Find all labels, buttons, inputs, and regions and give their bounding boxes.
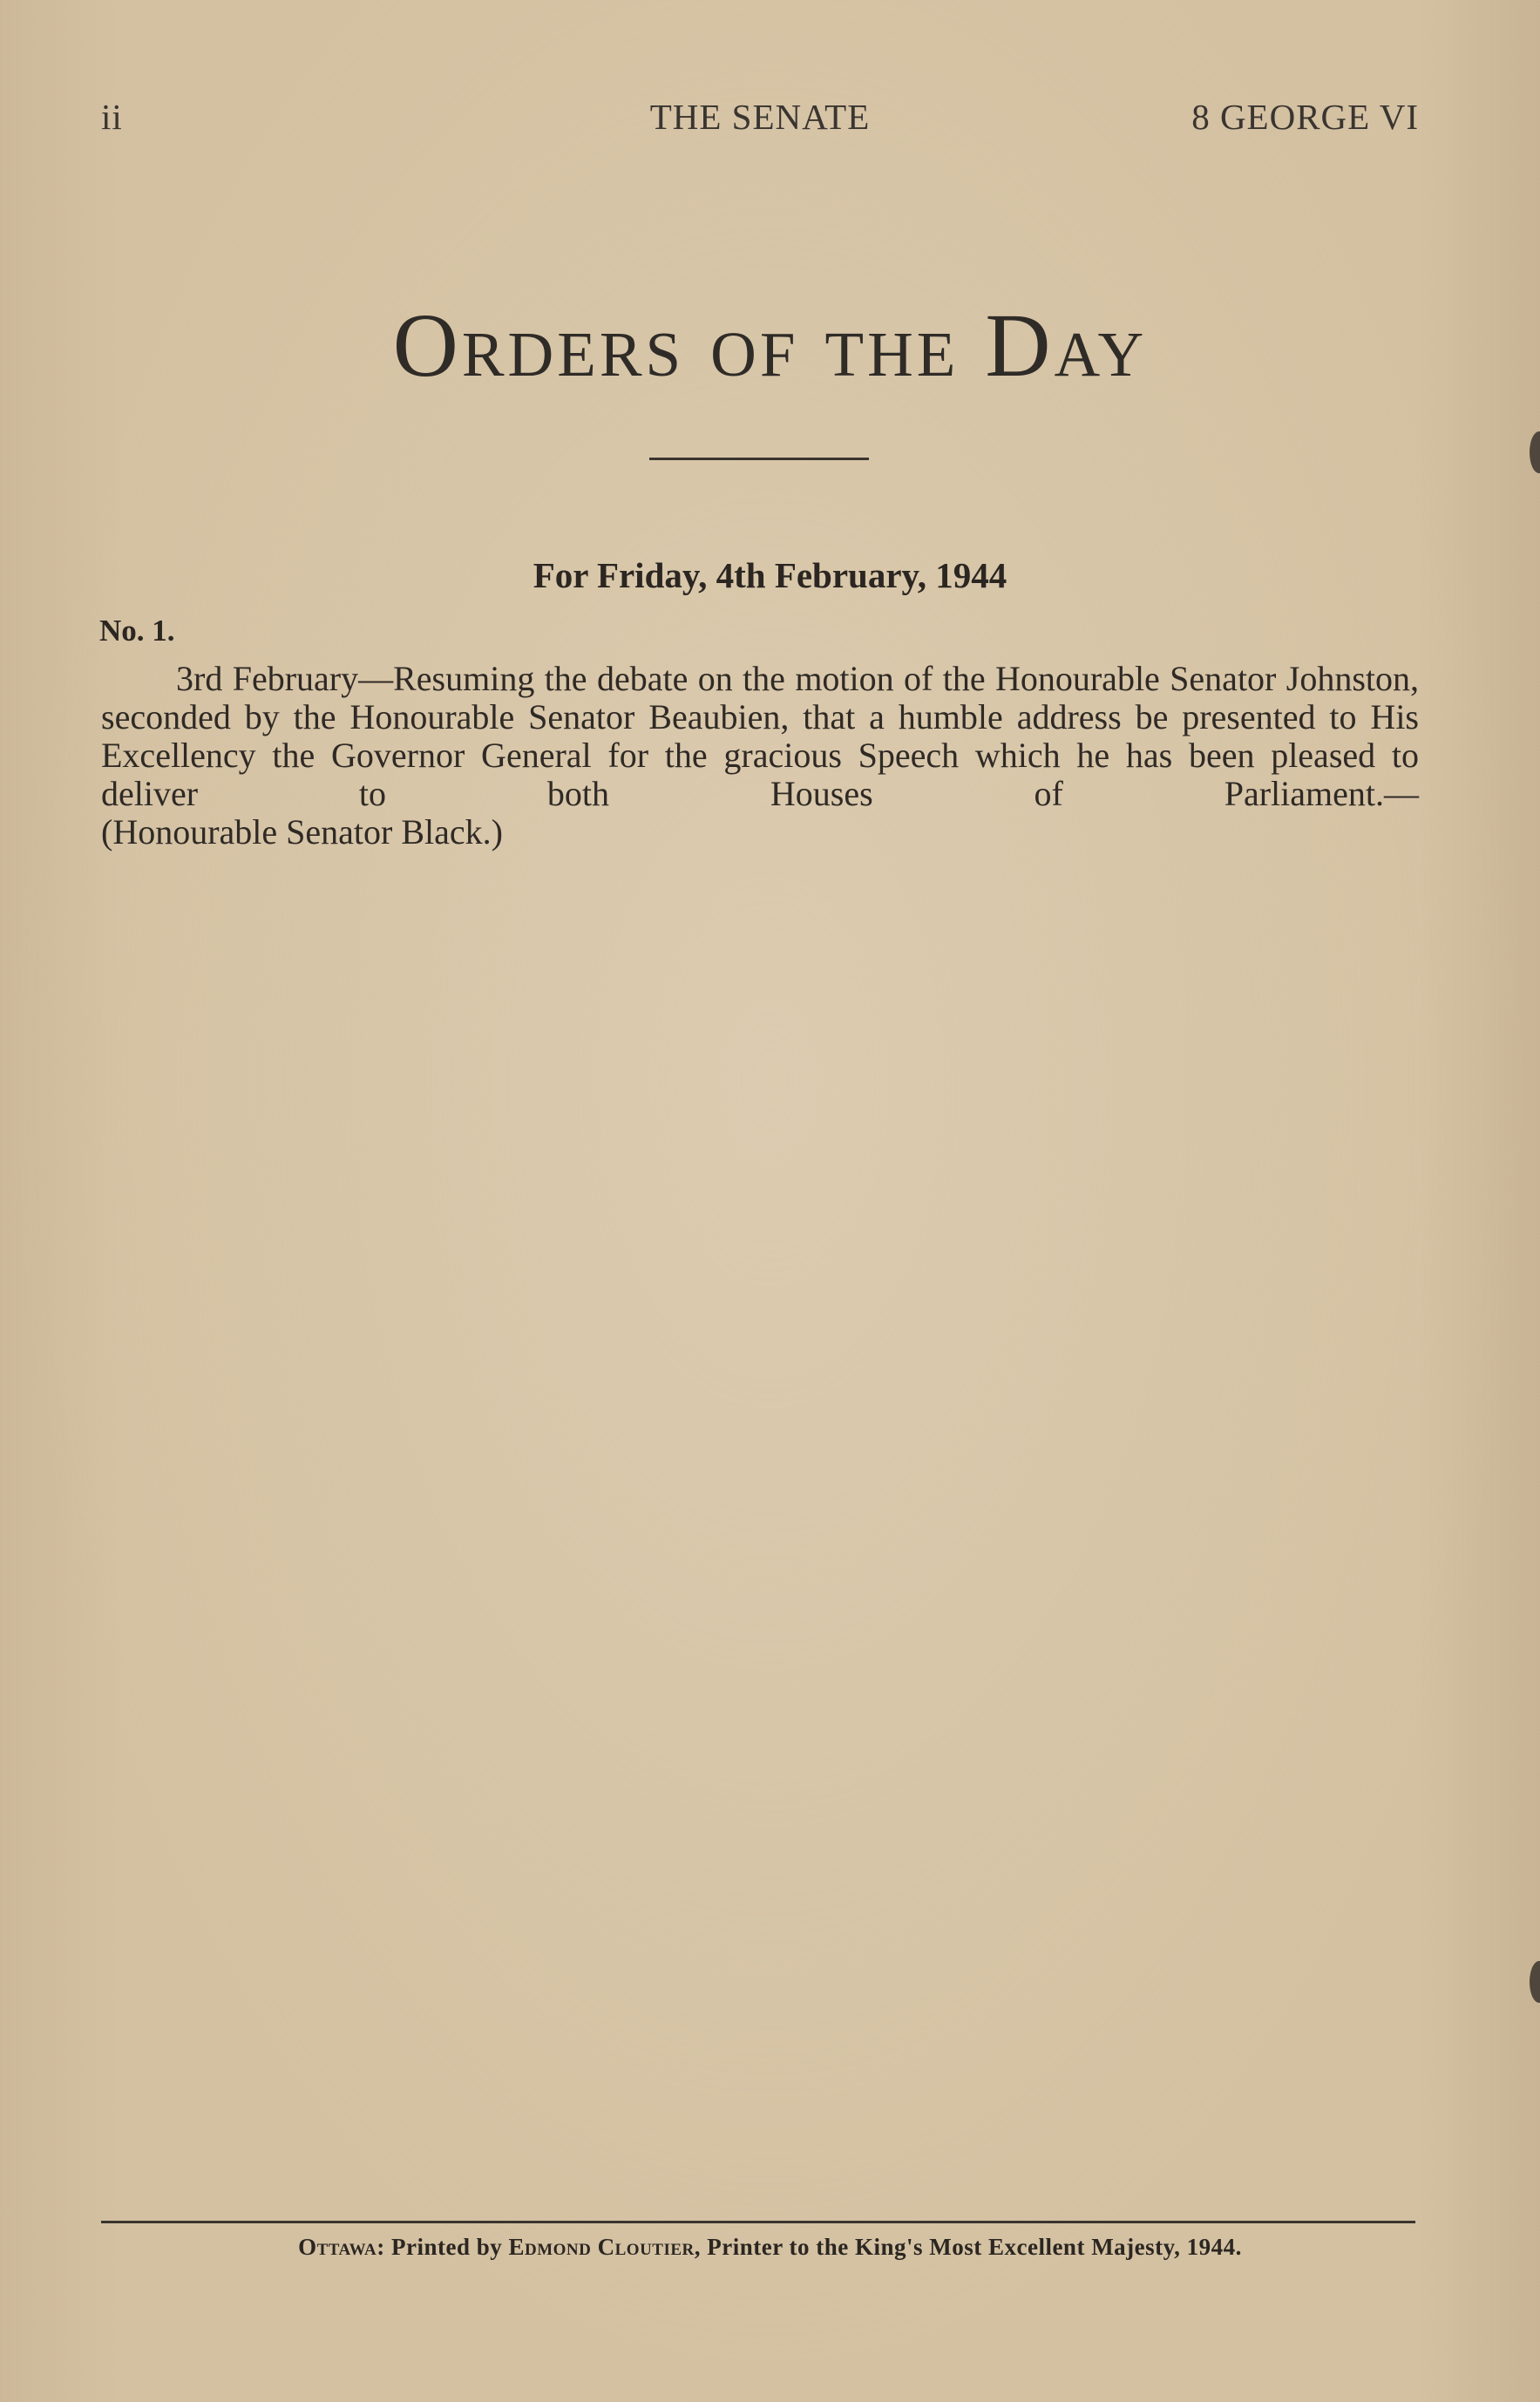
order-item-attribution: (Honourable Senator Black.) [101,812,503,852]
imprint-city: Ottawa [298,2234,377,2260]
imprint-rest: , Printer to the King's Most Excellent Majesty, 1944. [694,2234,1242,2260]
running-head-title: THE SENATE [649,97,871,137]
imprint-printer-name: Edmond Cloutier [508,2234,695,2260]
imprint-printed-by: : Printed by [377,2234,509,2260]
regnal-year: 8 GEORGE VI [1191,97,1419,137]
page-title: Orders of the Day [392,295,1148,396]
sitting-date-heading: For Friday, 4th February, 1944 [533,555,1007,595]
title-divider [649,458,869,460]
order-item-number: No. 1. [99,614,175,648]
folio-number: ii [101,97,123,137]
printer-imprint [0,2234,1540,2261]
footer-divider [101,2221,1415,2223]
order-item-text: 3rd February—Resuming the debate on the motion of the Honourable Senator Johnston, seconded by the Honourable Senator Beaubien, that a humble address be presented to His Excellency the Governor General for the gracious Speech which he has been pleased to deliver to both Houses of Parliament.— [101,659,1419,813]
binding-hole-mark [1530,431,1540,473]
running-head [101,96,1419,141]
order-item-body [101,660,1419,852]
binding-hole-mark [1530,1961,1540,2003]
